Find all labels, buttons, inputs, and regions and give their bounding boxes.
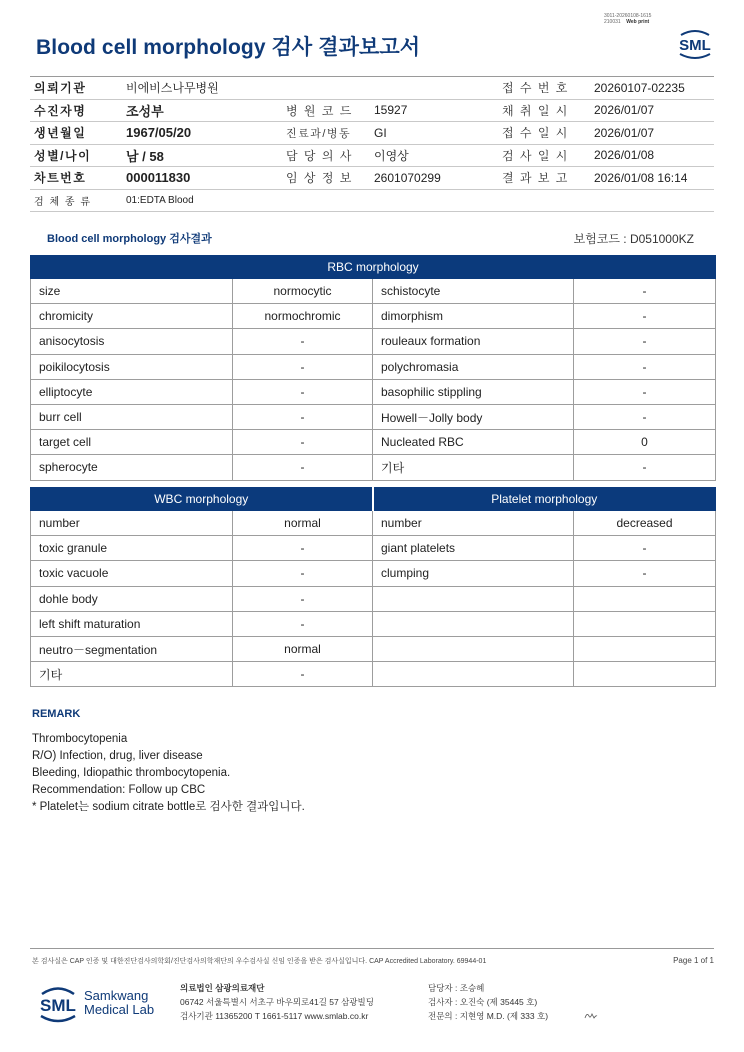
table-row <box>31 404 716 429</box>
item-result: 0 <box>574 430 716 455</box>
remark-line: Thrombocytopenia <box>32 733 128 745</box>
patient-label: 결 과 보 고 <box>502 167 594 190</box>
table-row <box>31 430 716 455</box>
remark-line: R/O) Infection, drug, liver disease <box>32 750 203 762</box>
remark-line: Recommendation: Follow up CBC <box>32 784 206 796</box>
staff-role: 담당자 : <box>428 983 458 993</box>
print-label: Web print <box>626 19 650 25</box>
item-result: - <box>233 404 373 429</box>
footer-divider <box>30 948 714 949</box>
patient-value: 2026/01/07 <box>594 122 714 145</box>
staff-info <box>428 981 548 1023</box>
item-name: 기타 <box>31 662 233 687</box>
item-result: - <box>574 354 716 379</box>
staff-line <box>428 981 548 995</box>
patient-value: 2026/01/08 16:14 <box>594 167 714 190</box>
item-name <box>373 611 574 636</box>
item-name: dimorphism <box>373 304 574 329</box>
item-result <box>574 662 716 687</box>
patient-label: 의뢰기관 <box>30 77 126 100</box>
patient-label <box>286 77 374 100</box>
item-result: - <box>574 536 716 561</box>
item-result: - <box>233 329 373 354</box>
staff-line <box>428 1009 548 1023</box>
item-name: Nucleated RBC <box>373 430 574 455</box>
item-result: normochromic <box>233 304 373 329</box>
item-name: Howell－Jolly body <box>373 404 574 429</box>
patient-label: 차트번호 <box>30 167 126 190</box>
item-result <box>574 586 716 611</box>
item-name: burr cell <box>31 404 233 429</box>
patient-info-table <box>30 76 714 212</box>
item-result: - <box>574 304 716 329</box>
remark-line: * Platelet는 sodium citrate bottle로 검사한 결과입니다. <box>32 801 305 813</box>
table-row <box>31 455 716 480</box>
sml-footer-logo <box>36 980 80 1026</box>
remark-text <box>32 731 305 816</box>
wbc-header: WBC morphology <box>31 488 373 511</box>
table-row <box>31 304 716 329</box>
accreditation-note: 본 검사실은 CAP 인증 및 대한진단검사의학회/진단검사의학재단의 우수검사실 신임 인증을 받은 검사실입니다. CAP Accredited Laboratory. 69944-01 <box>32 958 487 965</box>
item-result: - <box>233 586 373 611</box>
item-result: - <box>574 379 716 404</box>
item-result: normal <box>233 511 373 536</box>
patient-row <box>30 99 714 122</box>
section-title: Blood cell morphology 검사결과 <box>47 233 212 245</box>
item-result: - <box>233 379 373 404</box>
patient-value: 조성부 <box>126 99 286 122</box>
sml-footer-logo-text: SML <box>40 996 76 1015</box>
item-name: 기타 <box>373 455 574 480</box>
print-id: 3011-20260108-1615 <box>604 13 652 19</box>
patient-value: 15927 <box>374 99 502 122</box>
item-result: - <box>574 404 716 429</box>
item-name <box>373 662 574 687</box>
patient-value: 2601070299 <box>374 167 502 190</box>
org-address: 06742 서울특별시 서초구 바우뫼로41길 57 삼광빌딩 <box>180 997 374 1007</box>
item-result: decreased <box>574 511 716 536</box>
staff-name: 오진숙 (제 35445 호) <box>459 997 538 1007</box>
patient-value: 1967/05/20 <box>126 122 286 145</box>
item-name: poikilocytosis <box>31 354 233 379</box>
item-name: toxic granule <box>31 536 233 561</box>
patient-label: 임 상 정 보 <box>286 167 374 190</box>
patient-value <box>374 77 502 100</box>
staff-name: 지현영 M.D. (제 333 호) <box>459 1011 549 1021</box>
item-name: number <box>373 511 574 536</box>
table-row <box>31 536 716 561</box>
patient-value: 2026/01/07 <box>594 99 714 122</box>
item-name: spherocyte <box>31 455 233 480</box>
staff-role: 검사자 : <box>428 997 458 1007</box>
table-row <box>31 561 716 586</box>
org-contact: 검사기관 11365200 T 1661-5117 www.smlab.co.kr <box>180 1011 369 1021</box>
rbc-morphology-table <box>30 255 716 481</box>
patient-label: 생년월일 <box>30 122 126 145</box>
patient-label: 접 수 일 시 <box>502 122 594 145</box>
org-name: 의료법인 삼광의료재단 <box>180 983 265 993</box>
insurance-code: 보험코드 : D051000KZ <box>573 232 694 246</box>
page-number: Page 1 of 1 <box>673 956 714 965</box>
item-result: normal <box>233 636 373 661</box>
item-result: - <box>233 662 373 687</box>
patient-row <box>30 144 714 167</box>
patient-value: 비에비스나무병원 <box>126 77 286 100</box>
item-name: toxic vacuole <box>31 561 233 586</box>
sml-logo <box>675 26 715 62</box>
patient-value: 20260107-02235 <box>594 77 714 100</box>
table-row <box>31 279 716 304</box>
print-code: 210031 <box>604 19 621 25</box>
table-row <box>31 379 716 404</box>
table-row <box>31 329 716 354</box>
patient-label: 수진자명 <box>30 99 126 122</box>
item-name <box>373 636 574 661</box>
patient-label: 검 사 일 시 <box>502 144 594 167</box>
item-result: - <box>233 430 373 455</box>
patient-label: 성별/나이 <box>30 144 126 167</box>
patient-label: 채 취 일 시 <box>502 99 594 122</box>
item-result: - <box>574 279 716 304</box>
brand-line1: Samkwang <box>84 988 149 1003</box>
specimen-label: 검 체 종 류 <box>30 189 126 212</box>
item-name: dohle body <box>31 586 233 611</box>
specimen-row <box>30 189 714 212</box>
brand-name <box>84 989 154 1017</box>
patient-value: GI <box>374 122 502 145</box>
sml-logo-text: SML <box>679 37 711 54</box>
patient-row <box>30 122 714 145</box>
item-result: - <box>233 561 373 586</box>
item-result <box>574 636 716 661</box>
item-result: - <box>233 354 373 379</box>
item-result: - <box>233 536 373 561</box>
item-name: number <box>31 511 233 536</box>
item-name: neutro－segmentation <box>31 636 233 661</box>
patient-value: 000011830 <box>126 167 286 190</box>
item-name: clumping <box>373 561 574 586</box>
item-name: schistocyte <box>373 279 574 304</box>
table-row <box>31 354 716 379</box>
item-name: target cell <box>31 430 233 455</box>
item-result: - <box>574 329 716 354</box>
table-row <box>31 511 716 536</box>
remark-title: REMARK <box>32 708 81 720</box>
item-name: left shift maturation <box>31 611 233 636</box>
item-name: size <box>31 279 233 304</box>
table-row <box>31 636 716 661</box>
item-result: - <box>233 611 373 636</box>
patient-label: 접 수 번 호 <box>502 77 594 100</box>
patient-label: 진료과/병동 <box>286 122 374 145</box>
patient-row <box>30 77 714 100</box>
signature-icon <box>584 1010 598 1020</box>
platelet-header: Platelet morphology <box>373 488 716 511</box>
item-name: polychromasia <box>373 354 574 379</box>
rbc-header: RBC morphology <box>31 256 716 279</box>
item-name <box>373 586 574 611</box>
item-result: normocytic <box>233 279 373 304</box>
staff-name: 조승혜 <box>459 983 485 993</box>
brand-line2: Medical Lab <box>84 1002 155 1017</box>
patient-row <box>30 167 714 190</box>
item-result: - <box>574 455 716 480</box>
patient-value: 남 / 58 <box>126 144 286 167</box>
patient-label: 담 당 의 사 <box>286 144 374 167</box>
staff-line <box>428 995 548 1009</box>
org-info <box>180 981 374 1023</box>
staff-role: 전문의 : <box>428 1011 458 1021</box>
print-meta <box>604 13 651 25</box>
patient-value: 2026/01/08 <box>594 144 714 167</box>
item-result: - <box>574 561 716 586</box>
item-name: anisocytosis <box>31 329 233 354</box>
table-row <box>31 611 716 636</box>
report-title: Blood cell morphology 검사 결과보고서 <box>36 36 421 59</box>
table-row <box>31 662 716 687</box>
item-result: - <box>233 455 373 480</box>
item-result <box>574 611 716 636</box>
wbc-platelet-table <box>30 487 716 687</box>
item-name: elliptocyte <box>31 379 233 404</box>
item-name: giant platelets <box>373 536 574 561</box>
item-name: rouleaux formation <box>373 329 574 354</box>
item-name: chromicity <box>31 304 233 329</box>
remark-line: Bleeding, Idiopathic thrombocytopenia. <box>32 767 231 779</box>
item-name: basophilic stippling <box>373 379 574 404</box>
specimen-value: 01:EDTA Blood <box>126 189 714 212</box>
table-row <box>31 586 716 611</box>
patient-value: 이영상 <box>374 144 502 167</box>
patient-label: 병 원 코 드 <box>286 99 374 122</box>
